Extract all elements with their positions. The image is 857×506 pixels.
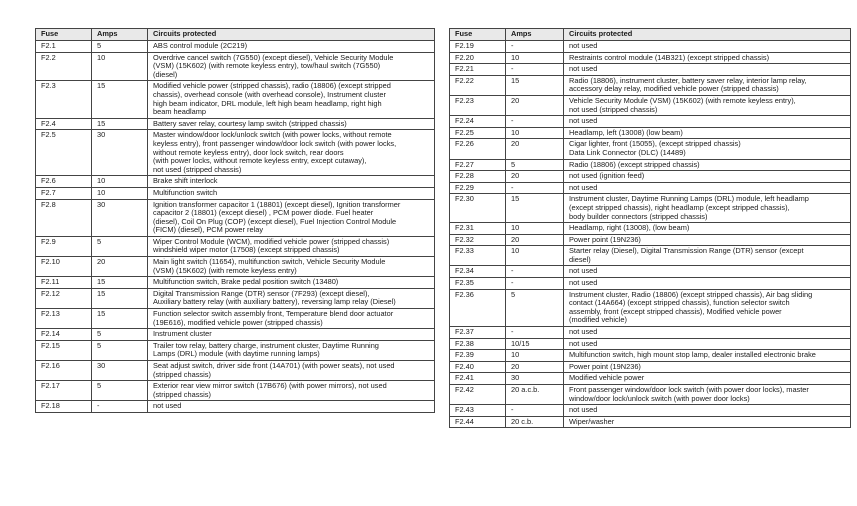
amps-cell: - — [506, 327, 564, 339]
circuits-cell: Battery saver relay, courtesy lamp switch (stripped chassis) — [148, 118, 435, 130]
circuits-cell: Digital Transmission Range (DTR) sensor (7F293) (except diesel), Auxiliary battery relay (with auxiliary battery), reversing lamp relay (Diesel) — [148, 288, 435, 308]
table-row — [36, 187, 435, 199]
table-row — [450, 127, 851, 139]
circuits-cell: not used — [564, 182, 851, 194]
fuse-cell: F2.10 — [36, 257, 92, 277]
fuse-cell: F2.16 — [36, 361, 92, 381]
amps-cell: - — [92, 401, 148, 413]
fuse-cell: F2.34 — [450, 266, 506, 278]
table-row — [450, 182, 851, 194]
fuse-cell: F2.33 — [450, 246, 506, 266]
fuse-cell: F2.35 — [450, 278, 506, 290]
circuits-cell: Modified vehicle power (stripped chassis), radio (18806) (except stripped chassis), overhead console (with overhead console), Instrument cluster high beam indicator, DRL module, left high beam headlamp, right high beam headlamp — [148, 81, 435, 118]
table-row — [450, 95, 851, 115]
circuits-cell: not used — [564, 405, 851, 417]
circuits-cell: Exterior rear view mirror switch (17B676) (with power mirrors), not used (stripped chassis) — [148, 381, 435, 401]
fuse-cell: F2.31 — [450, 223, 506, 235]
circuits-cell: ABS control module (2C219) — [148, 41, 435, 53]
circuits-cell: not used — [148, 401, 435, 413]
table-row — [450, 194, 851, 223]
amps-cell: 20 c.b. — [506, 416, 564, 428]
circuits-cell: not used (ignition feed) — [564, 171, 851, 183]
table-row — [36, 81, 435, 118]
table-row — [36, 236, 435, 256]
fuse-cell: F2.3 — [36, 81, 92, 118]
table-row — [36, 130, 435, 176]
circuits-cell: Master window/door lock/unlock switch (with power locks, without remote keyless entry), front passenger window/door lock switch (with power locks, without remote keyless entry), door lock switch, rear doors (with power locks, without remote keyless entry, except cutaway), not used (stripped chassis) — [148, 130, 435, 176]
table-header-row — [36, 29, 435, 41]
table-row — [450, 266, 851, 278]
circuits-cell: Seat adjust switch, driver side front (14A701) (with power seats), not used (stripped chassis) — [148, 361, 435, 381]
table-row — [36, 401, 435, 413]
table-row — [36, 340, 435, 360]
table-row — [450, 139, 851, 159]
amps-cell: 20 — [506, 234, 564, 246]
table-header-row — [450, 29, 851, 41]
amps-cell: 30 — [506, 373, 564, 385]
circuits-cell: Headlamp, left (13008) (low beam) — [564, 127, 851, 139]
fuse-cell: F2.24 — [450, 116, 506, 128]
fuse-cell: F2.22 — [450, 75, 506, 95]
table-row — [450, 41, 851, 53]
amps-cell: 20 a.c.b. — [506, 385, 564, 405]
amps-cell: 10 — [506, 246, 564, 266]
amps-cell: 15 — [92, 277, 148, 289]
amps-cell: 10 — [506, 127, 564, 139]
table-row — [36, 199, 435, 236]
table-row — [450, 327, 851, 339]
amps-cell: 30 — [92, 199, 148, 236]
table-row — [450, 338, 851, 350]
fuse-cell: F2.44 — [450, 416, 506, 428]
amps-cell: 5 — [506, 159, 564, 171]
amps-column-header: Amps — [92, 29, 148, 41]
amps-cell: - — [506, 64, 564, 76]
amps-cell: 20 — [92, 257, 148, 277]
table-row — [36, 277, 435, 289]
table-row — [36, 381, 435, 401]
fuse-cell: F2.25 — [450, 127, 506, 139]
circuits-cell: Multifunction switch, high mount stop lamp, dealer installed electronic brake — [564, 350, 851, 362]
fuse-cell: F2.6 — [36, 176, 92, 188]
table-row — [36, 257, 435, 277]
amps-cell: 20 — [506, 171, 564, 183]
table-row — [36, 329, 435, 341]
table-row — [450, 385, 851, 405]
table-row — [36, 118, 435, 130]
circuits-cell: Modified vehicle power — [564, 373, 851, 385]
amps-cell: 5 — [92, 41, 148, 53]
circuits-cell: Instrument cluster, Radio (18806) (except stripped chassis), Air bag sliding contact (14A664) (except stripped chassis), function selector switch assembly, front (except stripped chassis), Modified vehicle power (modified vehicle) — [564, 289, 851, 326]
fuse-table-left — [35, 28, 435, 413]
table-row — [36, 176, 435, 188]
circuits-cell: Brake shift interlock — [148, 176, 435, 188]
fuse-cell: F2.13 — [36, 309, 92, 329]
circuits-cell: Instrument cluster, Daytime Running Lamps (DRL) module, left headlamp (except stripped chassis), right headlamp (except stripped chassis), body builder connectors (stripped chassis) — [564, 194, 851, 223]
amps-cell: 10/15 — [506, 338, 564, 350]
table-row — [450, 52, 851, 64]
table-row — [450, 246, 851, 266]
circuits-cell: not used — [564, 327, 851, 339]
fuse-cell: F2.20 — [450, 52, 506, 64]
fuse-cell: F2.19 — [450, 41, 506, 53]
circuits-cell: Ignition transformer capacitor 1 (18801) (except diesel), Ignition transformer capacitor 2 (18801) (except diesel) , PCM power diode. Fuel heater (diesel), Coil On Plug (COP) (except diesel), Fuel Injection Control Module (FICM) (diesel), PCM power relay — [148, 199, 435, 236]
amps-cell: 15 — [92, 118, 148, 130]
table-row — [450, 234, 851, 246]
amps-cell: 10 — [506, 52, 564, 64]
amps-cell: 10 — [92, 187, 148, 199]
fuse-cell: F2.8 — [36, 199, 92, 236]
fuse-cell: F2.26 — [450, 139, 506, 159]
amps-cell: 10 — [92, 176, 148, 188]
amps-cell: 10 — [92, 52, 148, 81]
circuits-cell: Restraints control module (14B321) (except stripped chassis) — [564, 52, 851, 64]
amps-cell: 10 — [506, 223, 564, 235]
circuits-cell: Function selector switch assembly front, Temperature blend door actuator (19E616), modified vehicle power (stripped chassis) — [148, 309, 435, 329]
fuse-cell: F2.4 — [36, 118, 92, 130]
amps-cell: 5 — [506, 289, 564, 326]
circuits-cell: Cigar lighter, front (15055), (except stripped chassis) Data Link Connector (DLC) (14489) — [564, 139, 851, 159]
table-row — [36, 41, 435, 53]
amps-cell: - — [506, 266, 564, 278]
amps-cell: 5 — [92, 236, 148, 256]
table-row — [36, 361, 435, 381]
amps-cell: 30 — [92, 130, 148, 176]
circuits-cell: Main light switch (11654), multifunction switch, Vehicle Security Module (VSM) (15K602) (with remote keyless entry) — [148, 257, 435, 277]
amps-cell: 15 — [506, 194, 564, 223]
fuse-cell: F2.7 — [36, 187, 92, 199]
fuse-cell: F2.15 — [36, 340, 92, 360]
circuits-cell: Radio (18806), instrument cluster, battery saver relay, interior lamp relay, accessory delay relay, modified vehicle power (stripped chassis) — [564, 75, 851, 95]
fuse-cell: F2.11 — [36, 277, 92, 289]
fuse-cell: F2.9 — [36, 236, 92, 256]
table-row — [450, 223, 851, 235]
fuse-cell: F2.42 — [450, 385, 506, 405]
fuse-cell: F2.38 — [450, 338, 506, 350]
fuse-column-header: Fuse — [450, 29, 506, 41]
fuse-cell: F2.29 — [450, 182, 506, 194]
fuse-cell: F2.23 — [450, 95, 506, 115]
circuits-cell: Wiper/washer — [564, 416, 851, 428]
fuse-cell: F2.32 — [450, 234, 506, 246]
table-row — [450, 350, 851, 362]
circuits-cell: Vehicle Security Module (VSM) (15K602) (with remote keyless entry), not used (stripped chassis) — [564, 95, 851, 115]
circuits-cell: not used — [564, 338, 851, 350]
amps-cell: 10 — [506, 350, 564, 362]
fuse-cell: F2.12 — [36, 288, 92, 308]
amps-cell: - — [506, 182, 564, 194]
circuits-cell: Front passenger window/door lock switch (with power door locks), master window/door lock/unlock switch (with power door locks) — [564, 385, 851, 405]
table-row — [450, 278, 851, 290]
table-row — [450, 159, 851, 171]
circuits-cell: Trailer tow relay, battery charge, instrument cluster, Daytime Running Lamps (DRL) module (with daytime running lamps) — [148, 340, 435, 360]
circuits-cell: Overdrive cancel switch (7G550) (except diesel), Vehicle Security Module (VSM) (15K602) (with remote keyless entry), tow/haul switch (7G550) (diesel) — [148, 52, 435, 81]
fuse-cell: F2.30 — [450, 194, 506, 223]
fuse-cell: F2.1 — [36, 41, 92, 53]
table-row — [450, 289, 851, 326]
circuits-cell: Radio (18806) (except stripped chassis) — [564, 159, 851, 171]
table-row — [450, 116, 851, 128]
circuits-cell: not used — [564, 64, 851, 76]
circuits-cell: Power point (19N236) — [564, 361, 851, 373]
fuse-cell: F2.17 — [36, 381, 92, 401]
fuse-cell: F2.27 — [450, 159, 506, 171]
table-row — [36, 288, 435, 308]
circuits-cell: not used — [564, 41, 851, 53]
amps-cell: - — [506, 405, 564, 417]
circuits-cell: Starter relay (Diesel), Digital Transmission Range (DTR) sensor (except diesel) — [564, 246, 851, 266]
amps-cell: - — [506, 41, 564, 53]
amps-cell: 20 — [506, 139, 564, 159]
circuits-cell: Power point (19N236) — [564, 234, 851, 246]
circuits-cell: Multifunction switch — [148, 187, 435, 199]
fuse-cell: F2.5 — [36, 130, 92, 176]
amps-cell: 20 — [506, 361, 564, 373]
circuits-column-header: Circuits protected — [148, 29, 435, 41]
amps-column-header: Amps — [506, 29, 564, 41]
circuits-column-header: Circuits protected — [564, 29, 851, 41]
circuits-cell: Headlamp, right (13008), (low beam) — [564, 223, 851, 235]
amps-cell: 5 — [92, 381, 148, 401]
fuse-cell: F2.41 — [450, 373, 506, 385]
table-row — [36, 52, 435, 81]
amps-cell: - — [506, 116, 564, 128]
table-row — [450, 171, 851, 183]
circuits-cell: Instrument cluster — [148, 329, 435, 341]
fuse-cell: F2.14 — [36, 329, 92, 341]
fuse-cell: F2.39 — [450, 350, 506, 362]
circuits-cell: Multifunction switch, Brake pedal position switch (13480) — [148, 277, 435, 289]
fuse-cell: F2.37 — [450, 327, 506, 339]
amps-cell: 5 — [92, 340, 148, 360]
amps-cell: 5 — [92, 329, 148, 341]
fuse-cell: F2.40 — [450, 361, 506, 373]
table-row — [450, 405, 851, 417]
fuse-cell: F2.36 — [450, 289, 506, 326]
fuse-table-right — [449, 28, 851, 428]
fuse-cell: F2.43 — [450, 405, 506, 417]
circuits-cell: not used — [564, 116, 851, 128]
fuse-cell: F2.21 — [450, 64, 506, 76]
amps-cell: 20 — [506, 95, 564, 115]
table-row — [450, 361, 851, 373]
circuits-cell: Wiper Control Module (WCM), modified vehicle power (stripped chassis) windshield wiper motor (17508) (except stripped chassis) — [148, 236, 435, 256]
circuits-cell: not used — [564, 266, 851, 278]
amps-cell: 30 — [92, 361, 148, 381]
circuits-cell: not used — [564, 278, 851, 290]
fuse-cell: F2.2 — [36, 52, 92, 81]
table-row — [450, 416, 851, 428]
fuse-column-header: Fuse — [36, 29, 92, 41]
amps-cell: - — [506, 278, 564, 290]
table-row — [450, 373, 851, 385]
table-row — [36, 309, 435, 329]
table-row — [450, 64, 851, 76]
amps-cell: 15 — [506, 75, 564, 95]
fuse-cell: F2.28 — [450, 171, 506, 183]
amps-cell: 15 — [92, 81, 148, 118]
amps-cell: 15 — [92, 288, 148, 308]
amps-cell: 15 — [92, 309, 148, 329]
fuse-cell: F2.18 — [36, 401, 92, 413]
table-row — [450, 75, 851, 95]
